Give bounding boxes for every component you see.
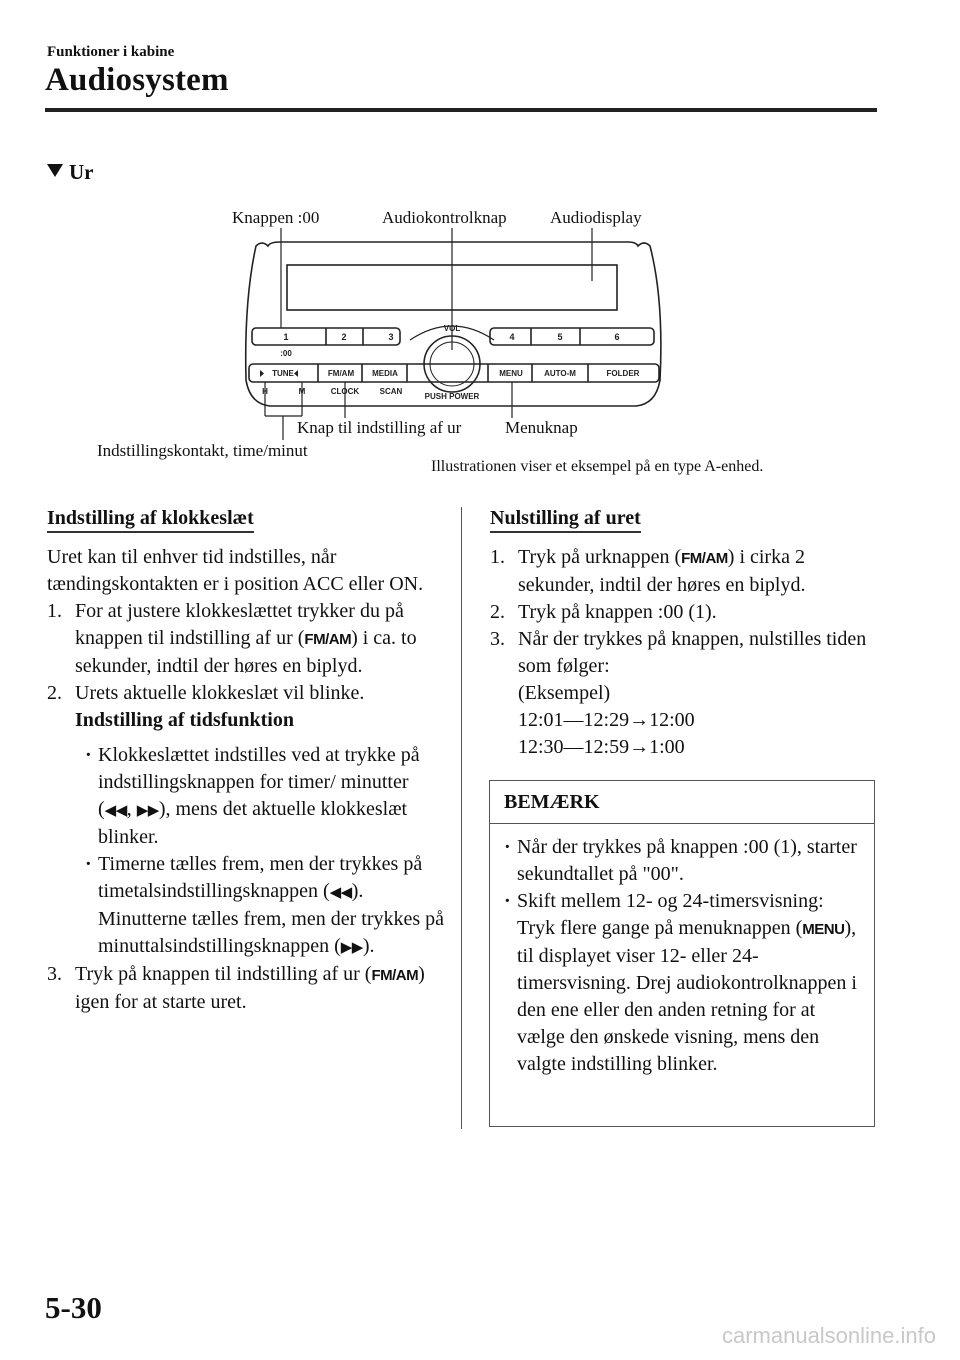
step-1: 1. For at justere klokkeslættet trykker du på knappen til indstilling af ur (FM/AM) i ca. to sekunder, indtil der høres en biplyd. (47, 600, 417, 677)
reset-step-3: 3. Når der trykkes på knappen, nulstilles tiden som følger: (Eksempel) 12:01—12:29→12:00 12:30—12:59→1:00 (490, 628, 867, 758)
bullet-1: · Klokkeslættet indstilles ved at trykke på indstillingsknappen for timer/ minutter (◀◀, ▶▶), mens det aktuelle klokkeslæt blinker. (71, 742, 447, 851)
intro-paragraph: Uret kan til enhver tid indstilles, når tændingskontakten er i position ACC eller ON. (47, 546, 424, 595)
auto-m-label: AUTO-M (544, 369, 576, 378)
menu-button-glyph: MENU (802, 921, 845, 938)
clock-label: CLOCK (330, 387, 360, 396)
right-column (490, 507, 874, 761)
callout-knap-ur: Knap til indstilling af ur (297, 418, 462, 437)
example-label: (Eksempel) (518, 682, 611, 704)
preset-1-label: 1 (283, 332, 289, 342)
media-label: MEDIA (372, 369, 398, 378)
step-2: 2. Urets aktuelle klokkeslæt vil blinke. Indstilling af tidsfunktion · Klokkeslættet indstilles ved at trykke på indstillingsknappen for timer/ minutter (◀◀, ▶▶), mens det aktuelle klokkeslæt blinker. · Timerne tælles frem, men der trykkes på timetalsindstillingsknappen (◀◀). Minutterne tælles frem, men der trykkes på minuttalsindstillingsknappen (▶▶). (47, 680, 447, 961)
bullet-2: · Timerne tælles frem, men der trykkes på timetalsindstillingsknappen (◀◀). Minutterne tælles frem, men der trykkes på minuttalsindstillingsknappen (▶▶). (71, 851, 447, 961)
scan-label: SCAN (379, 387, 403, 396)
audio-unit-illustration (0, 0, 960, 470)
push-power-label: PUSH POWER (424, 392, 480, 401)
callout-menuknap: Menuknap (505, 418, 578, 437)
callout-knappen-00: Knappen :00 (232, 208, 320, 227)
menu-label: MENU (499, 369, 523, 378)
left-column (47, 507, 447, 1016)
example-line-2: 12:30—12:59→1:00 (518, 736, 685, 758)
prev-icon: ◀◀ (329, 884, 352, 901)
fm-am-button-glyph: FM/AM (681, 550, 728, 567)
section-heading-indstilling: Indstilling af klokkeslæt (47, 507, 254, 533)
example-line-1: 12:01—12:29→12:00 (518, 709, 695, 731)
fm-am-button-glyph: FM/AM (371, 967, 419, 984)
callout-indstillingskontakt: Indstillingskontakt, time/minut (97, 441, 308, 460)
preset-2-label: 2 (341, 332, 347, 342)
vol-label: VOL (443, 324, 461, 333)
section-heading-nulstilling: Nulstilling af uret (490, 507, 641, 533)
sub-00-label: :00 (280, 349, 292, 358)
page-number: 5-30 (45, 1290, 102, 1325)
step-3: 3. Tryk på knappen til indstilling af ur (FM/AM) igen for at starte uret. (47, 963, 425, 1013)
preset-4-label: 4 (509, 332, 515, 342)
tune-label: TUNE (272, 369, 294, 378)
reset-step-1: 1. Tryk på urknappen (FM/AM) i cirka 2 sekunder, indtil der høres en biplyd. (490, 546, 806, 596)
h-label: H (262, 387, 268, 396)
folder-label: FOLDER (606, 369, 640, 378)
page-title: Audiosystem (45, 62, 229, 98)
section-label: Funktioner i kabine (47, 44, 175, 60)
column-divider (461, 507, 462, 1129)
preset-3-label: 3 (388, 332, 394, 342)
prev-icon: ◀◀ (104, 802, 127, 819)
figure-caption: Illustrationen viser et eksempel på en type A-enhed. (431, 458, 764, 475)
next-icon: ▶▶ (340, 939, 363, 956)
m-label: M (298, 387, 306, 396)
note-bullet-2: · Skift mellem 12- og 24-timersvisning: Tryk flere gange på menuknappen (MENU), til displayet viser 12- eller 24-timersvisning. Drej audiokontrolknappen i den ene eller den anden retning for at vælge den ønskede visning, mens den valgte indstilling blinker. (490, 888, 866, 1078)
reset-step-2: 2. Tryk på knappen :00 (1). (490, 601, 717, 623)
note-box (489, 780, 875, 1127)
preset-5-label: 5 (557, 332, 563, 342)
callout-audiokontrolknap: Audiokontrolknap (382, 208, 507, 227)
preset-6-label: 6 (614, 332, 620, 342)
note-bullet-1: · Når der trykkes på knappen :00 (1), starter sekundtallet på "00". (490, 834, 866, 888)
fm-am-label: FM/AM (327, 369, 355, 378)
subsection-title: Ur (47, 160, 94, 185)
step-2-subheading: Indstilling af tidsfunktion (75, 709, 294, 731)
fm-am-button-glyph: FM/AM (304, 631, 352, 648)
note-title: BEMÆRK (490, 781, 874, 824)
callout-audiodisplay: Audiodisplay (550, 208, 642, 227)
next-icon (294, 370, 298, 377)
next-icon: ▶▶ (136, 802, 159, 819)
prev-icon (260, 370, 264, 377)
watermark: carmanualsonline.info (721, 1323, 936, 1348)
